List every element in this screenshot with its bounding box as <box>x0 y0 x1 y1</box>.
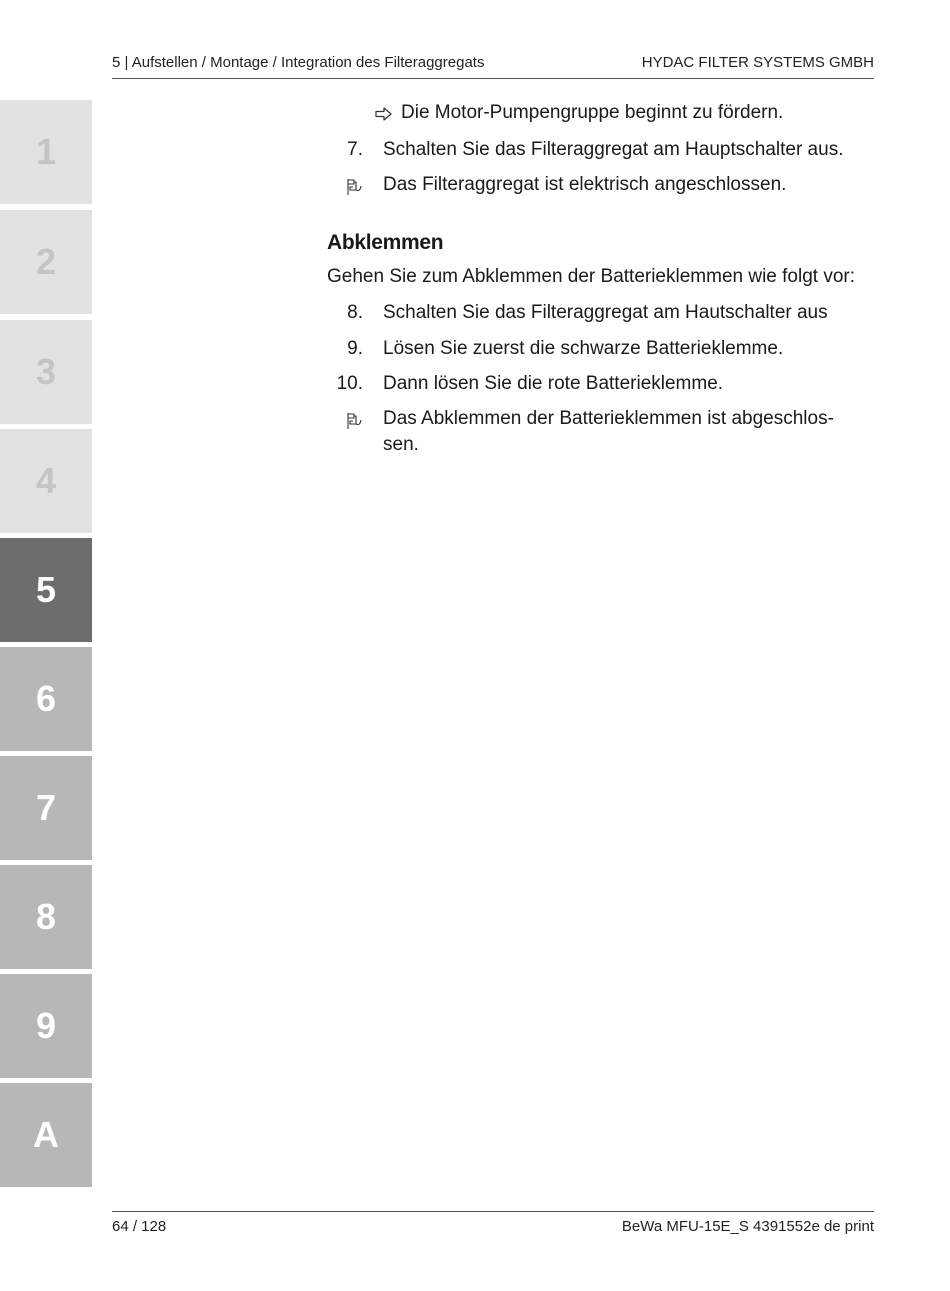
step-text: Lösen Sie zuerst die schwarze Batterieklemme. <box>383 338 784 359</box>
chapter-tab-9[interactable]: 9 <box>0 974 92 1078</box>
chapter-tab-a[interactable]: A <box>0 1083 92 1187</box>
step-number: 10. <box>336 373 363 394</box>
intro-text: Gehen Sie zum Abklemmen der Batterieklemmen wie folgt vor: <box>327 266 856 287</box>
document-id: BeWa MFU-15E_S 4391552e de print <box>621 1218 874 1235</box>
page-footer <box>112 1211 874 1235</box>
chapter-tab-6[interactable]: 6 <box>0 647 92 751</box>
chapter-tab-3[interactable]: 3 <box>0 320 92 424</box>
chapter-tab-2[interactable]: 2 <box>0 210 92 314</box>
section-heading: Abklemmen <box>327 231 444 254</box>
page-number: 64 / 128 <box>112 1218 167 1235</box>
result-text: Das Filteraggregat ist elektrisch angeschlossen. <box>383 174 787 195</box>
header-company: HYDAC FILTER SYSTEMS GMBH <box>641 54 874 71</box>
chapter-tab-5[interactable]: 5 <box>0 538 92 642</box>
result-flag-icon <box>346 412 364 430</box>
arrow-right-icon <box>375 105 393 123</box>
step-text: Dann lösen Sie die rote Batterieklemme. <box>383 373 724 394</box>
page-header <box>112 52 874 79</box>
step-number: 7. <box>347 139 363 160</box>
step-number: 9. <box>347 338 363 359</box>
chapter-tab-8[interactable]: 8 <box>0 865 92 969</box>
chapter-tab-4[interactable]: 4 <box>0 429 92 533</box>
step-number: 8. <box>347 302 363 323</box>
step-text: Schalten Sie das Filteraggregat am Hautschalter aus <box>383 302 828 323</box>
step-text: Schalten Sie das Filteraggregat am Hauptschalter aus. <box>383 139 844 160</box>
intermediate-result-text: Die Motor-Pumpengruppe beginnt zu fördern. <box>401 102 784 123</box>
header-section-title: 5 | Aufstellen / Montage / Integration des Filteraggregats <box>112 54 485 71</box>
chapter-tab-1[interactable]: 1 <box>0 100 92 204</box>
result-text-continued: sen. <box>383 434 419 455</box>
result-text: Das Abklemmen der Batterieklemmen ist abgeschlos- <box>383 408 834 429</box>
chapter-tab-7[interactable]: 7 <box>0 756 92 860</box>
result-flag-icon <box>346 178 364 196</box>
